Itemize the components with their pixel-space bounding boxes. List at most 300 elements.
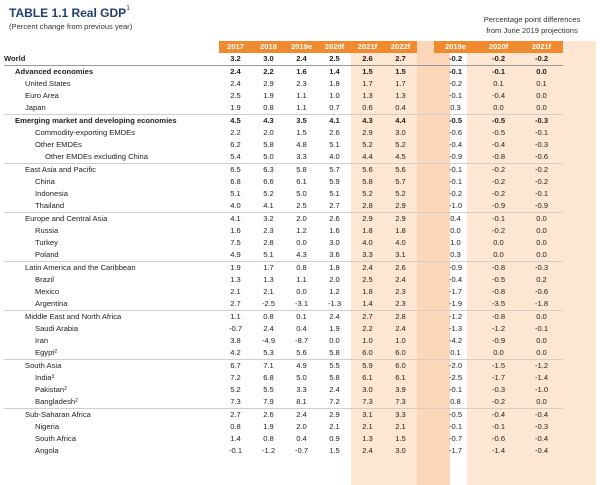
value-cell-2022f: 5.6 (395, 165, 406, 174)
table-row (4, 188, 563, 200)
row-label-text: United States (25, 79, 71, 88)
diff-cell-2021f: -1.4 (534, 373, 549, 382)
row-label (4, 200, 219, 213)
value-cell-2020f: 2.4 (329, 385, 340, 394)
value-cell-2018: 2.9 (263, 79, 274, 88)
diff-cell-2021f: -0.1 (534, 128, 549, 137)
table-row (4, 225, 563, 237)
column-gap (417, 90, 434, 102)
diff-cell-2019e: -0.1 (448, 177, 463, 186)
diff-cell-2021f: 0.1 (536, 79, 547, 88)
value-cell-2019e: 3.3 (296, 385, 307, 394)
value-cell-2021f: 2.4 (362, 263, 373, 272)
value-cell-2018: 0.8 (263, 434, 274, 443)
value-cell-2022f: 1.5 (395, 67, 406, 76)
value-cell-2019e: 4.9 (296, 361, 307, 370)
value-cell-2019e: 2.5 (285, 200, 318, 213)
diff-cell-2021f: 0.2 (536, 275, 547, 284)
value-cell-2017: 1.3 (230, 275, 241, 284)
diff-cell-2021f: -0.2 (534, 165, 549, 174)
value-cell-2018: 1.3 (263, 275, 274, 284)
diff-cell-2021f: -0.9 (520, 200, 563, 213)
value-cell-2017: 6.7 (230, 361, 241, 370)
value-cell-2017: 3.8 (230, 336, 241, 345)
value-cell-2017: 4.5 (230, 116, 241, 125)
diff-cell-2019e: 0.4 (450, 214, 461, 223)
diff-cell-2021f: 0.0 (536, 312, 547, 321)
value-cell-2017: 1.1 (230, 312, 241, 321)
column-gap (417, 360, 434, 373)
row-label-text: Advanced economies (15, 67, 94, 76)
diff-cell-2020f: -1.5 (491, 361, 506, 370)
diff-cell-2021f: -0.2 (520, 53, 563, 66)
table-row (4, 409, 563, 422)
diff-cell-2021f: -0.4 (534, 446, 549, 455)
value-cell-2017: 7.2 (230, 373, 241, 382)
value-cell-2021f: 1.3 (362, 91, 373, 100)
diff-cell-2021f: 0.0 (520, 347, 563, 360)
value-cell-2022f: 0.4 (384, 102, 417, 115)
value-cell-2017: 1.6 (230, 226, 241, 235)
diff-cell-2020f: -0.4 (491, 410, 506, 419)
table-number: TABLE 1.1 (9, 6, 69, 20)
row-label-text: East Asia and Pacific (25, 165, 96, 174)
table-row (4, 127, 563, 139)
value-cell-2019e: 3.3 (285, 151, 318, 164)
diff-cell-2021f: -0.4 (534, 434, 549, 443)
value-cell-2022f: 2.9 (384, 200, 417, 213)
pp-diff-header-line1: Percentage point differences (483, 15, 581, 24)
value-cell-2018: 5.5 (263, 385, 274, 394)
column-gap (417, 298, 434, 311)
row-label-text: Europe and Central Asia (25, 214, 108, 223)
value-cell-2017: 4.9 (219, 249, 252, 262)
diff-cell-2021f: 0.0 (536, 67, 547, 76)
row-label-text: South Asia (25, 361, 62, 370)
value-cell-2017: 1.9 (219, 102, 252, 115)
value-cell-2017: 4.2 (219, 347, 252, 360)
diff-cell-2020f: -0.1 (491, 422, 506, 431)
diff-cell-2021f: -0.3 (534, 140, 549, 149)
pp-diff-header-line2: from June 2019 projections (486, 26, 578, 35)
diff-cell-2019e: -0.2 (448, 79, 463, 88)
value-cell-2019e: 2.0 (296, 422, 307, 431)
row-label (4, 176, 219, 188)
table-row (4, 323, 563, 335)
value-cell-2019e: 0.4 (296, 324, 307, 333)
column-gap (417, 311, 434, 324)
value-cell-2021f: 1.7 (362, 79, 373, 88)
row-label (4, 384, 219, 396)
diff-cell-2020f: -0.2 (477, 396, 520, 409)
column-gap (417, 323, 434, 335)
value-cell-2018: 5.1 (252, 249, 285, 262)
value-cell-2021f: 2.5 (362, 275, 373, 284)
value-cell-2022f: 1.7 (395, 79, 406, 88)
value-cell-2020f: 5.5 (329, 361, 340, 370)
diff-cell-2019e: -1.9 (434, 298, 477, 311)
diff-cell-2020f: -1.4 (491, 446, 506, 455)
value-cell-2020f: 7.2 (318, 396, 351, 409)
diff-cell-2021f: -0.1 (534, 324, 549, 333)
column-header-row (4, 41, 563, 53)
table-row (4, 115, 563, 128)
table-row (4, 311, 563, 324)
diff-cell-2021f: 0.0 (520, 396, 563, 409)
value-cell-2020f: 2.6 (329, 214, 340, 223)
row-label (4, 237, 219, 249)
value-cell-2018: 4.3 (263, 116, 274, 125)
diff-cell-2019e: 0.3 (434, 249, 477, 262)
diff-cell-2021f: -1.2 (534, 361, 549, 370)
diff-cell-2020f: 0.1 (493, 79, 504, 88)
value-cell-2020f: 2.6 (329, 128, 340, 137)
table-row (4, 384, 563, 396)
value-cell-2018: 2.4 (263, 324, 274, 333)
value-cell-2020f: 1.0 (329, 91, 340, 100)
value-cell-2022f: 4.0 (395, 238, 406, 247)
column-gap (417, 102, 434, 115)
value-cell-2017: 7.5 (230, 238, 241, 247)
value-cell-2019e: 3.5 (296, 116, 307, 125)
value-cell-2019e: 1.1 (296, 91, 307, 100)
row-label (4, 115, 219, 128)
table-row (4, 102, 563, 115)
diff-header-2021f: 2021f (520, 41, 563, 53)
diff-cell-2021f: -1.0 (534, 385, 549, 394)
row-label-text: Turkey (35, 238, 58, 247)
diff-cell-2020f: 0.0 (477, 347, 520, 360)
row-label (4, 262, 219, 275)
col-header-2020f: 2020f (318, 41, 351, 53)
value-cell-2017: 2.2 (230, 128, 241, 137)
value-cell-2019e: 2.0 (296, 214, 307, 223)
value-cell-2017: -0.1 (228, 446, 243, 455)
row-label-text: South Africa (35, 434, 76, 443)
value-cell-2018: 0.8 (252, 102, 285, 115)
diff-header-2019e: 2019e (434, 41, 477, 53)
diff-cell-2020f: -1.2 (491, 324, 506, 333)
value-cell-2021f: 0.6 (351, 102, 384, 115)
row-label (4, 396, 219, 409)
row-label-text: Indonesia (35, 189, 68, 198)
value-cell-2021f: 2.6 (351, 53, 384, 66)
row-label (4, 323, 219, 335)
value-cell-2019e: 0.8 (296, 263, 307, 272)
value-cell-2018: 3.2 (263, 214, 274, 223)
diff-cell-2019e: -0.9 (448, 263, 463, 272)
value-cell-2022f: 6.0 (395, 361, 406, 370)
row-label-text: Latin America and the Caribbean (25, 263, 136, 272)
value-cell-2017: 5.4 (219, 151, 252, 164)
value-cell-2017: 1.4 (230, 434, 241, 443)
diff-cell-2020f: -0.2 (491, 189, 506, 198)
row-label-text: China (35, 177, 55, 186)
column-gap (417, 396, 434, 409)
value-cell-2019e: 4.8 (296, 140, 307, 149)
value-cell-2018: 2.6 (263, 410, 274, 419)
diff-cell-2021f: 0.0 (536, 91, 547, 100)
value-cell-2021f: 2.2 (362, 324, 373, 333)
value-cell-2020f: 0.7 (318, 102, 351, 115)
diff-cell-2021f: -0.3 (534, 116, 549, 125)
diff-cell-2019e: 0.1 (434, 347, 477, 360)
row-label-text: Japan (25, 103, 46, 112)
table-row (4, 90, 563, 102)
value-cell-2020f: 3.0 (329, 238, 340, 247)
value-cell-2018: 1.9 (263, 422, 274, 431)
value-cell-2021f: 3.0 (362, 385, 373, 394)
value-cell-2017: -0.7 (228, 324, 243, 333)
value-cell-2018: -1.2 (261, 446, 276, 455)
value-cell-2018: 6.3 (263, 165, 274, 174)
value-cell-2017: 5.2 (230, 385, 241, 394)
diff-cell-2019e: 0.8 (434, 396, 477, 409)
value-cell-2018: 7.9 (252, 396, 285, 409)
diff-cell-2020f: -0.8 (491, 312, 506, 321)
column-gap (417, 286, 434, 298)
value-cell-2022f: 3.0 (395, 446, 406, 455)
row-label (4, 225, 219, 237)
value-cell-2017: 3.2 (219, 53, 252, 66)
diff-cell-2019e: -0.5 (448, 116, 463, 125)
value-cell-2021f: 6.0 (351, 347, 384, 360)
row-label-text: Saudi Arabia (35, 324, 79, 333)
value-cell-2022f: 3.3 (395, 410, 406, 419)
row-label-text: Bangladesh (35, 397, 76, 406)
diff-cell-2020f: -0.8 (491, 287, 506, 296)
value-cell-2022f: 3.0 (395, 128, 406, 137)
row-label-text: Russia (35, 226, 59, 235)
table-row (4, 274, 563, 286)
value-cell-2022f: 2.4 (395, 324, 406, 333)
value-cell-2019e: 2.3 (296, 79, 307, 88)
row-label-text: Sub-Saharan Africa (25, 410, 91, 419)
row-label (4, 409, 219, 422)
value-cell-2018: 3.0 (252, 53, 285, 66)
table-row (4, 66, 563, 79)
value-cell-2018: 6.8 (263, 373, 274, 382)
value-cell-2020f: 2.7 (318, 200, 351, 213)
value-cell-2021f: 2.8 (351, 200, 384, 213)
diff-cell-2021f: 0.0 (536, 238, 547, 247)
row-label-text: Mexico (35, 287, 60, 296)
col-header-2018: 2018 (252, 41, 285, 53)
value-cell-2021f: 5.2 (362, 189, 373, 198)
row-label (4, 274, 219, 286)
column-gap (417, 262, 434, 275)
table-row (4, 249, 563, 262)
table-row (4, 421, 563, 433)
value-cell-2020f: 2.4 (329, 312, 340, 321)
row-label-text: Middle East and North Africa (25, 312, 122, 321)
column-gap (417, 188, 434, 200)
row-label (4, 127, 219, 139)
row-label (4, 372, 219, 384)
diff-cell-2020f: -0.5 (491, 275, 506, 284)
value-cell-2019e: 1.1 (285, 102, 318, 115)
row-label (4, 286, 219, 298)
column-gap (417, 335, 434, 347)
value-cell-2022f: 1.8 (395, 226, 406, 235)
row-label-text: Pakistan (35, 385, 65, 394)
diff-cell-2021f: -0.6 (520, 151, 563, 164)
row-label-text: World (4, 54, 26, 63)
value-cell-2022f: 2.3 (395, 287, 406, 296)
value-cell-2021f: 5.2 (362, 140, 373, 149)
value-cell-2017: 6.5 (230, 165, 241, 174)
diff-cell-2019e: 0.3 (434, 102, 477, 115)
diff-cell-2020f: -0.5 (491, 116, 506, 125)
value-cell-2021f: 4.4 (351, 151, 384, 164)
row-label (4, 151, 219, 164)
row-label (4, 139, 219, 151)
value-cell-2021f: 1.8 (362, 287, 373, 296)
value-cell-2018: 6.6 (263, 177, 274, 186)
value-cell-2022f: 7.3 (384, 396, 417, 409)
value-cell-2021f: 2.4 (362, 446, 373, 455)
value-cell-2020f: 2.5 (318, 53, 351, 66)
diff-cell-2021f: 0.0 (536, 336, 547, 345)
value-cell-2021f: 1.5 (362, 67, 373, 76)
table-row (4, 262, 563, 275)
table-row (4, 200, 563, 213)
row-label (4, 249, 219, 262)
row-label (4, 347, 219, 360)
diff-cell-2021f: 0.0 (536, 226, 547, 235)
diff-cell-2021f: 0.0 (536, 214, 547, 223)
footnote-marker: 2 (54, 349, 58, 355)
value-cell-2022f: 2.6 (395, 263, 406, 272)
value-cell-2020f: 2.9 (329, 410, 340, 419)
diff-cell-2019e: -2.0 (448, 361, 463, 370)
diff-cell-2021f: 0.0 (520, 102, 563, 115)
value-cell-2019e: 5.8 (296, 165, 307, 174)
diff-cell-2021f: 0.0 (520, 249, 563, 262)
column-gap (417, 274, 434, 286)
value-cell-2022f: 2.7 (384, 53, 417, 66)
diff-cell-2019e: -0.1 (448, 385, 463, 394)
table-title (9, 6, 130, 20)
diff-cell-2019e: -0.7 (448, 434, 463, 443)
diff-cell-2019e: -0.1 (448, 422, 463, 431)
diff-cell-2019e: -0.1 (448, 91, 463, 100)
value-cell-2017: 4.0 (219, 200, 252, 213)
col-header-2021f: 2021f (351, 41, 384, 53)
table-row (4, 286, 563, 298)
value-cell-2020f: 1.8 (329, 79, 340, 88)
value-cell-2017: 7.3 (219, 396, 252, 409)
value-cell-2022f: 4.5 (384, 151, 417, 164)
table-row (4, 53, 563, 66)
row-label (4, 213, 219, 226)
value-cell-2017: 4.1 (230, 214, 241, 223)
row-label-text: Brazil (35, 275, 54, 284)
value-cell-2018: 5.0 (252, 151, 285, 164)
diff-cell-2021f: -1.8 (520, 298, 563, 311)
value-cell-2021f: 5.6 (362, 165, 373, 174)
col-header-2022f: 2022f (384, 41, 417, 53)
value-cell-2021f: 1.0 (362, 336, 373, 345)
table-row (4, 151, 563, 164)
table-row (4, 78, 563, 90)
column-gap (417, 421, 434, 433)
diff-cell-2021f: -0.1 (534, 189, 549, 198)
diff-cell-2021f: -0.3 (534, 263, 549, 272)
value-cell-2022f: 1.5 (395, 434, 406, 443)
title-footnote: 1 (126, 5, 131, 12)
diff-cell-2020f: -0.4 (491, 91, 506, 100)
row-label-text: Iran (35, 336, 49, 345)
diff-cell-2019e: -1.2 (448, 312, 463, 321)
value-cell-2021f: 7.3 (351, 396, 384, 409)
row-label-text: Other EMDEs excluding China (45, 152, 148, 161)
diff-cell-2019e: 1.0 (450, 238, 461, 247)
column-gap (417, 66, 434, 79)
value-cell-2019e: 5.6 (285, 347, 318, 360)
diff-header-2020f: 2020f (477, 41, 520, 53)
value-cell-2019e: -8.7 (294, 336, 309, 345)
value-cell-2018: 2.0 (263, 128, 274, 137)
value-cell-2020f: 1.8 (329, 263, 340, 272)
value-cell-2018: 5.8 (263, 140, 274, 149)
row-label (4, 335, 219, 347)
value-cell-2022f: 3.1 (384, 249, 417, 262)
diff-cell-2020f: -0.2 (491, 177, 506, 186)
value-cell-2019e: 4.3 (285, 249, 318, 262)
value-cell-2022f: 1.3 (395, 91, 406, 100)
table-row (4, 396, 563, 409)
value-cell-2022f: 3.9 (395, 385, 406, 394)
diff-cell-2019e: -4.2 (448, 336, 463, 345)
table-body (4, 53, 563, 457)
column-gap (417, 384, 434, 396)
footnote-marker: 2 (75, 398, 78, 404)
value-cell-2019e: 0.1 (296, 312, 307, 321)
value-cell-2020f: -1.3 (318, 298, 351, 311)
diff-cell-2019e: 0.0 (450, 226, 461, 235)
value-cell-2019e: 1.1 (296, 275, 307, 284)
value-cell-2019e: 5.0 (296, 373, 307, 382)
row-label-text: Commodity-exporting EMDEs (35, 128, 136, 137)
row-label (4, 90, 219, 102)
table-title-text: Real GDP (71, 6, 127, 20)
diff-cell-2020f: -0.4 (491, 140, 506, 149)
value-cell-2022f: 5.7 (395, 177, 406, 186)
column-gap (417, 53, 434, 66)
column-gap (417, 237, 434, 249)
value-cell-2020f: 0.0 (329, 336, 340, 345)
value-cell-2018: 2.2 (263, 67, 274, 76)
value-cell-2022f: 2.8 (395, 312, 406, 321)
gdp-table (4, 41, 563, 457)
value-cell-2018: 1.7 (263, 263, 274, 272)
value-cell-2021f: 1.4 (351, 298, 384, 311)
row-label-text: India (35, 373, 52, 382)
row-label (4, 445, 219, 457)
column-gap (417, 78, 434, 90)
value-cell-2022f: 4.4 (395, 116, 406, 125)
value-cell-2022f: 2.4 (395, 275, 406, 284)
diff-cell-2019e: -0.4 (448, 140, 463, 149)
table-row (4, 347, 563, 360)
column-gap (417, 445, 434, 457)
value-cell-2021f: 2.1 (362, 422, 373, 431)
value-cell-2019e: -3.1 (285, 298, 318, 311)
value-cell-2021f: 1.8 (362, 226, 373, 235)
value-cell-2017: 2.7 (230, 410, 241, 419)
table-row (4, 335, 563, 347)
